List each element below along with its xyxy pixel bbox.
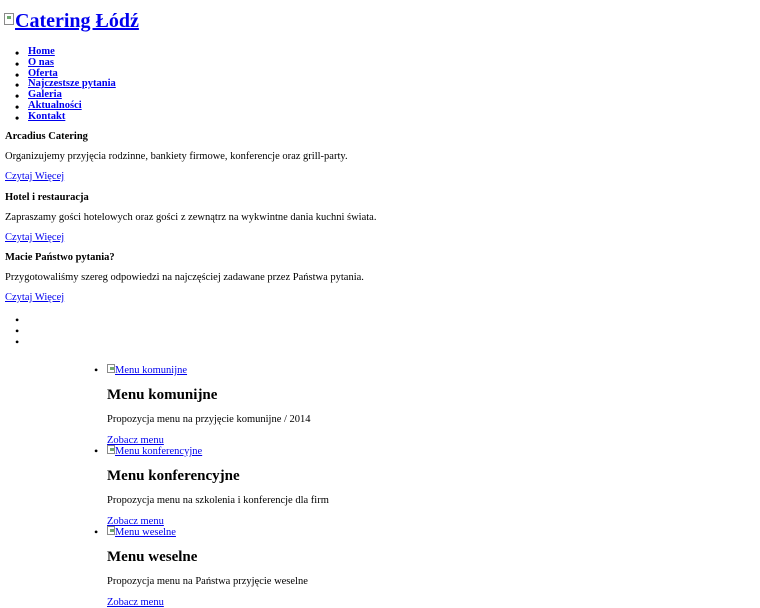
list-bullet-icon: •: [94, 525, 99, 539]
list-bullet-icon: •: [94, 363, 99, 377]
offer-title: Menu weselne: [107, 549, 198, 565]
intro-title-hotel: Hotel i restauracja: [5, 192, 89, 203]
intro-text-questions: Przygotowaliśmy szereg odpowiedzi na najczęściej zadawane przez Państwa pytania.: [5, 272, 364, 283]
offer-image-alt: Menu konferencyjne: [115, 446, 203, 457]
offer-description: Propozycja menu na szkolenia i konferencje dla firm: [107, 495, 329, 506]
nav-link-faq[interactable]: Najczestsze pytania: [28, 78, 116, 89]
broken-image-icon: [107, 526, 115, 535]
offer-image-link[interactable]: [107, 364, 187, 376]
broken-image-icon: [107, 364, 115, 373]
nav-link-contact[interactable]: Kontakt: [28, 111, 66, 122]
offer-image-link[interactable]: [107, 445, 202, 457]
view-menu-link[interactable]: Zobacz menu: [107, 597, 164, 608]
nav-item-contact: [28, 111, 65, 122]
nav-link-gallery[interactable]: Galeria: [28, 89, 62, 100]
intro-title-questions: Macie Państwo pytania?: [5, 252, 115, 263]
nav-link-news[interactable]: Aktualności: [28, 100, 82, 111]
intro-title-catering: Arcadius Catering: [5, 131, 88, 142]
read-more-link-catering[interactable]: Czytaj Więcej: [5, 171, 65, 182]
offer-image-link[interactable]: [107, 526, 176, 538]
nav-link-home[interactable]: Home: [28, 46, 55, 57]
offer-description: Propozycja menu na przyjęcie komunijne / 2014: [107, 414, 311, 425]
logo-alt-text: Catering Łódź: [15, 10, 139, 32]
intro-text-hotel: Zapraszamy gości hotelowych oraz gości z zewnątrz na wykwintne dania kuchni świata.: [5, 212, 377, 223]
nav-item-home: [28, 46, 55, 57]
slider-dot[interactable]: [28, 335, 38, 345]
offer-title: Menu komunijne: [107, 387, 218, 403]
slider-dot[interactable]: [28, 313, 38, 323]
intro-text-catering: Organizujemy przyjęcia rodzinne, bankiety firmowe, konferencje oraz grill-party.: [5, 151, 348, 162]
offer-image-alt: Menu komunijne: [115, 365, 188, 376]
nav-item-news: [28, 100, 82, 111]
broken-image-icon: [107, 445, 115, 454]
view-menu-link[interactable]: Zobacz menu: [107, 516, 164, 527]
nav-link-offer[interactable]: Oferta: [28, 68, 58, 79]
nav-item-gallery: [28, 89, 62, 100]
offer-image-alt: Menu weselne: [115, 527, 176, 538]
read-more-link-questions[interactable]: Czytaj Więcej: [5, 292, 65, 303]
slider-dot[interactable]: [28, 324, 38, 334]
broken-image-icon: [4, 13, 14, 25]
nav-item-about: [28, 57, 54, 68]
view-menu-link[interactable]: Zobacz menu: [107, 435, 164, 446]
logo-link[interactable]: [4, 10, 139, 33]
list-bullet-icon: •: [94, 444, 99, 458]
nav-link-about[interactable]: O nas: [28, 57, 54, 68]
offer-description: Propozycja menu na Państwa przyjęcie weselne: [107, 576, 308, 587]
read-more-link-hotel[interactable]: Czytaj Więcej: [5, 232, 65, 243]
nav-item-faq: [28, 78, 116, 89]
offer-title: Menu konferencyjne: [107, 468, 240, 484]
